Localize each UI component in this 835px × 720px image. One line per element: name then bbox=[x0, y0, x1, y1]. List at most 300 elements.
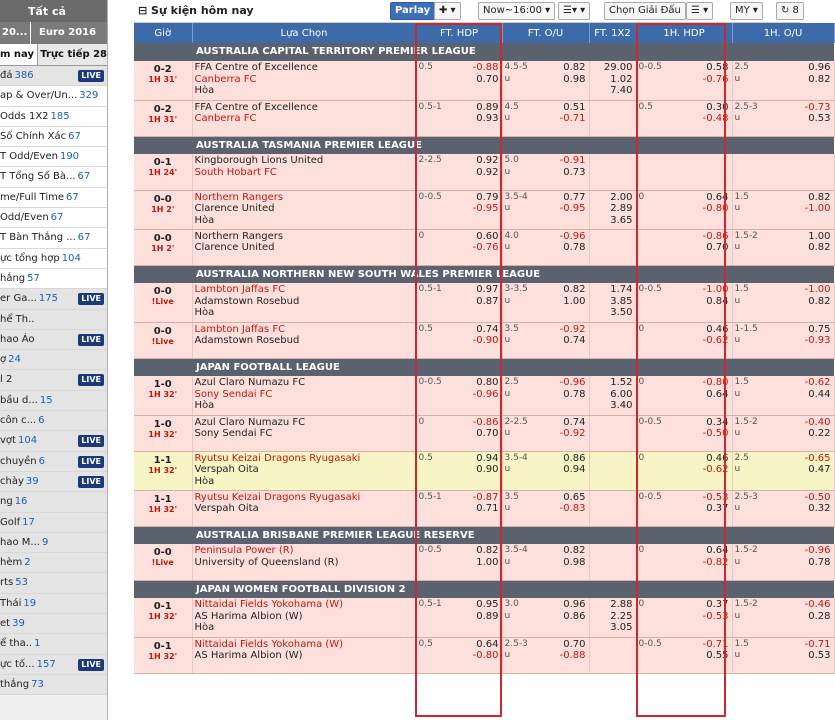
sidebar-item[interactable] bbox=[0, 127, 107, 147]
away-team[interactable]: South Hobart FC bbox=[194, 166, 277, 178]
ft-hdp-cell bbox=[416, 637, 502, 673]
ft-ou-odd-under[interactable]: 0.78 bbox=[563, 242, 586, 254]
1h-ou-under-label: u bbox=[734, 388, 741, 399]
odds-type-dropdown[interactable]: MY ▾ bbox=[730, 2, 763, 20]
sidebar-item-label: chuyền bbox=[0, 455, 37, 467]
1h-hdp-odd-away[interactable]: -0.80 bbox=[702, 203, 729, 215]
ft-ou-line-value: 4.0 bbox=[504, 230, 519, 241]
ft-1x2-odd[interactable]: 29.00 bbox=[603, 62, 633, 73]
home-team[interactable]: Northern Rangers bbox=[194, 230, 284, 242]
sidebar-item[interactable] bbox=[0, 533, 107, 553]
1h-ou-line bbox=[733, 417, 834, 429]
ft-hdp-cell bbox=[416, 61, 502, 100]
ft-ou-odd-under[interactable]: -0.95 bbox=[559, 203, 586, 215]
ft-hdp-spacer bbox=[417, 389, 419, 401]
away-team[interactable]: Verspah Oita bbox=[194, 503, 259, 515]
sidebar-item-count: 104 bbox=[61, 252, 81, 264]
ft-hdp-cell bbox=[416, 451, 502, 490]
match-score: 0-1 bbox=[153, 157, 172, 168]
1h-ou-odd-over[interactable]: -0.65 bbox=[804, 452, 831, 464]
ft-hdp-odd-home[interactable]: 0.95 bbox=[476, 599, 499, 610]
ft-1x2-odd[interactable]: 3.05 bbox=[610, 622, 633, 634]
ft-ou-odd-under[interactable]: 0.98 bbox=[563, 73, 586, 85]
sidebar-item[interactable] bbox=[0, 228, 107, 248]
ft-hdp-odd-home[interactable]: 0.64 bbox=[476, 638, 499, 650]
ft-ou-odd-over[interactable]: 0.96 bbox=[563, 599, 586, 610]
match-score: 1-1 bbox=[153, 493, 172, 505]
1h-ou-odd-under[interactable]: 0.22 bbox=[808, 428, 831, 440]
league-spacer bbox=[134, 43, 192, 61]
ft-1x2-odd[interactable]: 3.65 bbox=[610, 214, 633, 226]
1h-ou-odd-over[interactable]: -0.46 bbox=[804, 599, 831, 610]
ft-1x2-odd[interactable]: 2.25 bbox=[610, 610, 633, 622]
1h-ou-line bbox=[733, 650, 834, 662]
ft-ou-odd-over[interactable]: 0.82 bbox=[563, 62, 586, 73]
collapse-icon[interactable]: ⊟ bbox=[138, 4, 152, 17]
1h-ou-line bbox=[733, 639, 834, 651]
ft-1x2-cell bbox=[589, 322, 636, 358]
match-teams-cell bbox=[192, 100, 416, 136]
sidebar-item[interactable] bbox=[0, 513, 107, 533]
ft-ou-odd-over[interactable]: 0.74 bbox=[563, 416, 586, 428]
live-badge[interactable]: LIVE bbox=[78, 435, 104, 447]
ft-ou-under-label: u bbox=[504, 295, 511, 306]
ft-hdp-odd-home[interactable]: -0.87 bbox=[472, 491, 499, 503]
1h-hdp-odd-away[interactable]: -0.62 bbox=[702, 335, 729, 347]
ft-1x2-odd[interactable]: 1.74 bbox=[610, 284, 633, 295]
1h-hdp-odd-home[interactable]: 0.58 bbox=[706, 62, 729, 73]
1h-hdp-cell bbox=[636, 154, 732, 190]
home-team[interactable]: Peninsula Power (R) bbox=[194, 545, 294, 556]
match-row bbox=[134, 229, 834, 265]
sidebar-item[interactable] bbox=[0, 350, 107, 370]
ft-ou-odd-over[interactable]: -0.92 bbox=[559, 323, 586, 335]
ft-hdp-line bbox=[417, 453, 502, 465]
1h-ou-odd-over[interactable]: -1.00 bbox=[804, 284, 831, 295]
sidebar-item[interactable] bbox=[0, 431, 107, 451]
1h-ou-odd-under[interactable]: 0.78 bbox=[808, 556, 831, 568]
ft-hdp-handicap: 0.5-1 bbox=[418, 491, 442, 502]
ft-hdp-odd-away[interactable]: 0.89 bbox=[476, 610, 499, 622]
sidebar-item[interactable] bbox=[0, 411, 107, 431]
1h-ou-under-label: u bbox=[734, 335, 741, 346]
sidebar-tab-live[interactable]: Trực tiếp 28 bbox=[37, 44, 107, 65]
ft-ou-odd-over[interactable]: 0.82 bbox=[563, 545, 586, 556]
ft-ou-odd-over[interactable]: 0.51 bbox=[563, 101, 586, 113]
ft-hdp-odd-away[interactable]: 0.87 bbox=[476, 295, 499, 307]
1h-ou-line bbox=[733, 503, 834, 515]
main-panel bbox=[134, 0, 831, 720]
match-row bbox=[134, 415, 834, 451]
away-team[interactable]: Verspah Oita bbox=[194, 464, 259, 476]
ft-ou-line bbox=[503, 599, 589, 611]
sidebar-item[interactable] bbox=[0, 66, 107, 86]
live-badge[interactable]: LIVE bbox=[78, 334, 104, 346]
1h-ou-odd-under[interactable]: 0.53 bbox=[808, 650, 831, 662]
home-team[interactable]: Azul Claro Numazu FC bbox=[194, 377, 306, 388]
ft-ou-odd-over[interactable]: -0.91 bbox=[559, 155, 586, 166]
ft-ou-under-label: u bbox=[504, 388, 511, 399]
sidebar-item[interactable] bbox=[0, 188, 107, 208]
ft-hdp-odd-home[interactable]: 0.89 bbox=[476, 101, 499, 113]
1h-hdp-line bbox=[637, 389, 732, 401]
ft-hdp-cell bbox=[416, 100, 502, 136]
match-row bbox=[134, 100, 834, 136]
1h-hdp-odd-home[interactable]: 0.64 bbox=[706, 545, 729, 556]
ft-ou-odd-under[interactable]: -0.92 bbox=[559, 428, 586, 440]
ft-ou-odd-over[interactable]: -0.96 bbox=[559, 230, 586, 242]
ft-hdp-odd-away[interactable]: 0.71 bbox=[476, 503, 499, 515]
ft-1x2-odd[interactable]: 2.89 bbox=[610, 203, 633, 215]
ft-1x2-odd[interactable]: 2.88 bbox=[610, 599, 633, 610]
ft-hdp-line bbox=[417, 428, 502, 440]
sidebar-item[interactable] bbox=[0, 634, 107, 654]
sidebar-item[interactable] bbox=[0, 310, 107, 330]
ft-ou-line-value: 3.5-4 bbox=[504, 191, 528, 202]
1h-hdp-odd-home[interactable]: -1.00 bbox=[702, 284, 729, 295]
ft-ou-odd-under[interactable]: 0.98 bbox=[563, 556, 586, 568]
1h-ou-odd-under[interactable]: 0.28 bbox=[808, 610, 831, 622]
select-league-button[interactable]: Chọn Giải Đấu bbox=[604, 2, 686, 20]
1h-hdp-line bbox=[637, 599, 732, 611]
1h-hdp-odd-home[interactable]: -0.86 bbox=[702, 230, 729, 242]
ft-ou-odd-over[interactable]: 0.86 bbox=[563, 452, 586, 464]
ft-hdp-odd-away[interactable]: 0.92 bbox=[476, 166, 499, 178]
ft-hdp-odd-home[interactable]: 0.74 bbox=[476, 323, 499, 335]
1h-hdp-odd-away[interactable]: -0.48 bbox=[702, 113, 729, 125]
1h-hdp-odd-home[interactable]: -0.53 bbox=[702, 491, 729, 503]
live-badge[interactable]: LIVE bbox=[78, 659, 104, 671]
1h-hdp-odd-home[interactable]: 0.37 bbox=[706, 599, 729, 610]
sidebar-item[interactable] bbox=[0, 208, 107, 228]
view-dropdown[interactable]: ☰ ▾ bbox=[686, 2, 713, 20]
1h-ou-odd-under[interactable]: 0.82 bbox=[808, 295, 831, 307]
1h-ou-under-label: u bbox=[734, 242, 741, 253]
sidebar-item-label: Odd/Even bbox=[0, 212, 49, 224]
home-team[interactable]: Ryutsu Keizai Dragons Ryugasaki bbox=[194, 491, 361, 503]
ft-ou-line bbox=[503, 503, 589, 515]
ft-ou-odd-over[interactable]: 0.70 bbox=[563, 638, 586, 650]
home-team[interactable]: Kingborough Lions United bbox=[194, 155, 324, 166]
away-team[interactable]: Adamstown Rosebud bbox=[194, 295, 300, 307]
sidebar-item[interactable] bbox=[0, 492, 107, 512]
sidebar-item-label: đá bbox=[0, 70, 13, 81]
1h-hdp-odd-away[interactable]: -0.50 bbox=[702, 428, 729, 440]
ft-hdp-spacer bbox=[417, 296, 419, 308]
ft-1x2-odd[interactable]: 6.00 bbox=[610, 388, 633, 400]
ft-ou-odd-over[interactable]: 0.82 bbox=[563, 284, 586, 295]
ft-hdp-cell bbox=[416, 283, 502, 322]
sidebar-item[interactable] bbox=[0, 167, 107, 187]
ft-hdp-odd-home[interactable]: 0.97 bbox=[476, 284, 499, 295]
sidebar-item[interactable] bbox=[0, 289, 107, 309]
match-teams-cell bbox=[192, 61, 416, 100]
1h-ou-odd-over[interactable]: -0.62 bbox=[804, 377, 831, 388]
sidebar-item[interactable] bbox=[0, 370, 107, 390]
live-badge[interactable]: LIVE bbox=[78, 476, 104, 488]
away-team[interactable]: Adamstown Rosebud bbox=[194, 335, 300, 347]
ft-ou-odd-under[interactable]: 0.86 bbox=[563, 610, 586, 622]
away-team[interactable]: Canberra FC bbox=[194, 113, 257, 125]
ft-hdp-spacer bbox=[417, 650, 419, 662]
sidebar-item[interactable] bbox=[0, 269, 107, 289]
ft-hdp-spacer bbox=[417, 74, 419, 86]
sidebar-item-count: 104 bbox=[17, 435, 38, 447]
match-time-cell bbox=[134, 283, 192, 322]
1h-hdp-odd-away[interactable]: -0.76 bbox=[702, 73, 729, 85]
1h-ou-odd-under[interactable]: 0.82 bbox=[808, 73, 831, 85]
1h-hdp-odd-home[interactable]: 0.46 bbox=[706, 452, 729, 464]
sidebar-all[interactable]: Tất cả bbox=[0, 0, 107, 22]
1h-ou-line bbox=[733, 377, 834, 389]
home-team[interactable]: FFA Centre of Excellence bbox=[194, 62, 318, 73]
home-team[interactable]: Azul Claro Numazu FC bbox=[194, 416, 306, 428]
ft-hdp-odd-away[interactable]: -0.76 bbox=[472, 242, 499, 254]
1h-ou-odd-over[interactable]: 1.00 bbox=[808, 230, 831, 242]
away-team[interactable]: Canberra FC bbox=[194, 73, 257, 85]
match-minute: 1H 32' bbox=[148, 504, 178, 514]
sidebar-item[interactable] bbox=[0, 452, 107, 472]
ft-hdp-odd-away[interactable]: 0.90 bbox=[476, 464, 499, 476]
parlay-button[interactable]: Parlay bbox=[390, 2, 435, 20]
ft-hdp-line bbox=[417, 113, 502, 125]
ft-ou-under-label: u bbox=[504, 242, 511, 253]
1h-hdp-odd-away[interactable]: 0.64 bbox=[706, 388, 729, 400]
ft-ou-odd-under[interactable]: 1.00 bbox=[563, 295, 586, 307]
refresh-button[interactable]: ↻ 8 bbox=[776, 2, 804, 20]
away-team[interactable]: Sony Sendai FC bbox=[194, 388, 273, 400]
1h-ou-odd-over[interactable]: -0.73 bbox=[804, 101, 831, 113]
sidebar-item[interactable] bbox=[0, 86, 107, 106]
ft-1x2-cell bbox=[589, 100, 636, 136]
odds-table-body bbox=[134, 43, 834, 673]
ft-hdp-odd-away[interactable]: 0.70 bbox=[476, 428, 499, 440]
ft-hdp-odd-away[interactable]: -0.96 bbox=[472, 388, 499, 400]
match-score: 0-0 bbox=[153, 547, 172, 558]
sidebar-item[interactable] bbox=[0, 553, 107, 573]
league-spacer bbox=[134, 358, 192, 376]
sidebar-item-label: hèm bbox=[0, 557, 23, 569]
1h-hdp-odd-home[interactable]: -0.80 bbox=[702, 377, 729, 388]
1h-ou-line-value: 1.5-2 bbox=[734, 416, 758, 427]
1h-hdp-spacer bbox=[637, 557, 639, 569]
sidebar-item[interactable] bbox=[0, 655, 107, 675]
time-filter-dropdown[interactable]: Now~16:00 ▾ bbox=[478, 2, 555, 20]
1h-hdp-odd-away[interactable]: -0.53 bbox=[702, 610, 729, 622]
1h-ou-odd-over[interactable]: -0.71 bbox=[804, 638, 831, 650]
ft-hdp-odd-away[interactable]: 0.93 bbox=[476, 113, 499, 125]
ft-hdp-line bbox=[417, 324, 502, 336]
sidebar-item-count: 185 bbox=[50, 110, 70, 122]
1h-hdp-handicap: 0 bbox=[638, 191, 645, 202]
1h-ou-odd-over[interactable]: -0.50 bbox=[804, 491, 831, 503]
ft-hdp-odd-away[interactable]: -0.80 bbox=[472, 650, 499, 662]
away-team[interactable]: AS Harima Albion (W) bbox=[194, 610, 303, 622]
col-1h-ou: 1H. O/U bbox=[732, 23, 834, 43]
1h-ou-line bbox=[733, 428, 834, 440]
ft-ou-odd-under[interactable]: -0.83 bbox=[559, 503, 586, 515]
ft-hdp-line bbox=[417, 192, 502, 204]
live-badge[interactable]: LIVE bbox=[78, 374, 104, 386]
sidebar-item[interactable] bbox=[0, 330, 107, 350]
1h-ou-under-label: u bbox=[734, 203, 741, 214]
1h-hdp-odd-home[interactable]: -0.71 bbox=[702, 638, 729, 650]
match-minute: 1H 24' bbox=[148, 168, 178, 177]
1h-ou-odd-over[interactable]: 0.82 bbox=[808, 191, 831, 203]
sidebar-item-count: 329 bbox=[79, 90, 99, 102]
1h-hdp-line bbox=[637, 545, 732, 557]
sidebar-item[interactable] bbox=[0, 573, 107, 593]
ft-ou-odd-under[interactable]: 0.94 bbox=[563, 464, 586, 476]
sidebar-item[interactable] bbox=[0, 107, 107, 127]
home-team[interactable]: Ryutsu Keizai Dragons Ryugasaki bbox=[194, 452, 361, 464]
ft-ou-under-label: u bbox=[504, 73, 511, 84]
1h-ou-under-label: u bbox=[734, 503, 741, 514]
ft-1x2-cell bbox=[589, 490, 636, 526]
1h-ou-odd-over[interactable]: 0.75 bbox=[808, 323, 831, 335]
1h-hdp-handicap: 0 bbox=[638, 377, 645, 387]
1h-ou-odd-under[interactable]: 0.47 bbox=[808, 464, 831, 476]
1h-ou-odd-under[interactable]: 0.82 bbox=[808, 242, 831, 254]
ft-hdp-spacer bbox=[417, 557, 419, 569]
sidebar-item-label: bầu d... bbox=[0, 394, 38, 406]
ft-hdp-odd-home[interactable]: 0.94 bbox=[476, 452, 499, 464]
ft-hdp-odd-home[interactable]: 0.80 bbox=[476, 377, 499, 388]
away-team[interactable]: Clarence United bbox=[194, 203, 275, 215]
ft-1x2-odd[interactable]: 2.00 bbox=[610, 191, 633, 203]
sidebar-item[interactable] bbox=[0, 391, 107, 411]
home-team[interactable]: Nittaidai Fields Yokohama (W) bbox=[194, 638, 344, 650]
match-score: 0-1 bbox=[153, 601, 172, 612]
1h-hdp-odd-home[interactable]: 0.30 bbox=[706, 101, 729, 113]
ft-hdp-line bbox=[417, 389, 502, 401]
1h-ou-under-label: u bbox=[734, 610, 741, 621]
home-team[interactable]: Lambton Jaffas FC bbox=[194, 284, 286, 295]
ft-ou-odd-under[interactable]: -0.88 bbox=[559, 650, 586, 662]
ft-1x2-odd[interactable]: 7.40 bbox=[610, 85, 633, 97]
1h-hdp-odd-home[interactable]: 0.34 bbox=[706, 416, 729, 428]
sidebar-item[interactable] bbox=[0, 472, 107, 492]
ft-hdp-handicap: 0 bbox=[418, 230, 425, 241]
home-team[interactable]: Northern Rangers bbox=[194, 191, 284, 203]
ft-hdp-odd-away[interactable]: -0.90 bbox=[472, 335, 499, 347]
ft-hdp-odd-away[interactable]: -0.95 bbox=[472, 203, 499, 215]
ft-1x2-odd[interactable]: 3.85 bbox=[610, 295, 633, 307]
ft-hdp-odd-home[interactable]: 0.82 bbox=[476, 545, 499, 556]
sidebar-item-label: Golf bbox=[0, 516, 21, 528]
1h-hdp-cell bbox=[636, 61, 732, 100]
1h-ou-cell bbox=[732, 229, 834, 265]
add-button[interactable]: ✚ ▾ bbox=[434, 2, 461, 20]
sidebar-item[interactable] bbox=[0, 594, 107, 614]
ft-ou-under-label: u bbox=[504, 166, 511, 177]
ft-1x2-cell bbox=[589, 190, 636, 229]
1h-hdp-odd-home[interactable]: 0.46 bbox=[706, 323, 729, 335]
1h-ou-cell bbox=[732, 544, 834, 580]
live-badge[interactable]: LIVE bbox=[78, 293, 104, 305]
home-team[interactable]: Lambton Jaffas FC bbox=[194, 323, 286, 335]
ft-ou-line bbox=[503, 428, 589, 440]
1h-ou-odd-over[interactable]: 0.96 bbox=[808, 62, 831, 73]
1h-ou-odd-over[interactable]: -0.96 bbox=[804, 545, 831, 556]
ft-hdp-odd-home[interactable]: 0.92 bbox=[476, 155, 499, 166]
ft-hdp-odd-away[interactable]: 0.70 bbox=[476, 73, 499, 85]
sidebar-item[interactable] bbox=[0, 147, 107, 167]
1h-hdp-odd-away[interactable]: 0.84 bbox=[706, 295, 729, 307]
ft-1x2-odd[interactable]: 3.50 bbox=[610, 307, 633, 319]
1h-ou-odd-under[interactable]: -1.00 bbox=[804, 203, 831, 215]
1h-hdp-odd-away[interactable]: -0.62 bbox=[702, 464, 729, 476]
ft-ou-line bbox=[503, 167, 589, 179]
sidebar-tab-today[interactable]: m nay bbox=[0, 49, 34, 60]
ft-ou-odd-under[interactable]: 0.78 bbox=[563, 388, 586, 400]
live-badge[interactable]: LIVE bbox=[78, 456, 104, 468]
1h-ou-odd-under[interactable]: 0.53 bbox=[808, 113, 831, 125]
sidebar-item[interactable] bbox=[0, 675, 107, 695]
sort-dropdown[interactable]: ☰▾ ▾ bbox=[558, 2, 590, 20]
home-team[interactable]: Nittaidai Fields Yokohama (W) bbox=[194, 599, 344, 610]
ft-ou-odd-over[interactable]: 0.65 bbox=[563, 491, 586, 503]
1h-ou-odd-under[interactable]: -0.93 bbox=[804, 335, 831, 347]
ft-hdp-odd-home[interactable]: 0.60 bbox=[476, 230, 499, 242]
away-team[interactable]: University of Queensland (R) bbox=[194, 556, 339, 568]
ft-hdp-odd-away[interactable]: 1.00 bbox=[476, 556, 499, 568]
sidebar-tab-euro[interactable]: Euro 2016 bbox=[30, 22, 107, 44]
away-team[interactable]: Clarence United bbox=[194, 242, 275, 254]
sidebar-tab-year[interactable]: 20... bbox=[2, 27, 28, 38]
1h-hdp-odd-home[interactable]: 0.64 bbox=[706, 191, 729, 203]
live-badge[interactable]: LIVE bbox=[78, 70, 104, 82]
sidebar-item-label: ợ bbox=[0, 354, 7, 366]
ft-ou-odd-over[interactable]: 0.77 bbox=[563, 191, 586, 203]
ft-ou-odd-under[interactable]: 0.73 bbox=[563, 166, 586, 178]
ft-ou-odd-under[interactable]: 0.74 bbox=[563, 335, 586, 347]
col-selection: Lựa Chọn bbox=[192, 23, 416, 43]
ft-hdp-odd-home[interactable]: -0.88 bbox=[472, 62, 499, 73]
ft-1x2-odd[interactable]: 1.02 bbox=[610, 73, 633, 85]
1h-ou-odd-over[interactable]: -0.40 bbox=[804, 416, 831, 428]
sidebar-item[interactable] bbox=[0, 614, 107, 634]
1h-ou-odd-under[interactable]: 0.44 bbox=[808, 388, 831, 400]
ft-ou-odd-over[interactable]: -0.96 bbox=[559, 377, 586, 388]
ft-hdp-odd-home[interactable]: -0.86 bbox=[472, 416, 499, 428]
match-time-cell bbox=[134, 322, 192, 358]
ft-1x2-odd[interactable]: 1.52 bbox=[610, 377, 633, 388]
ft-ou-odd-under[interactable]: -0.71 bbox=[559, 113, 586, 125]
ft-1x2-odd[interactable]: 3.40 bbox=[610, 400, 633, 412]
sidebar-item-label: l 2 bbox=[0, 374, 13, 386]
match-minute: 1H 32' bbox=[148, 651, 178, 661]
ft-ou-under-label: u bbox=[504, 113, 511, 124]
away-team[interactable]: Sony Sendai FC bbox=[194, 428, 273, 440]
sidebar-item-count: 15 bbox=[39, 394, 53, 406]
ft-hdp-line bbox=[417, 242, 502, 254]
ft-hdp-odd-home[interactable]: 0.79 bbox=[476, 191, 499, 203]
1h-hdp-odd-away[interactable]: 0.70 bbox=[706, 242, 729, 254]
1h-hdp-odd-away[interactable]: 0.37 bbox=[706, 503, 729, 515]
away-team[interactable]: AS Harima Albion (W) bbox=[194, 650, 303, 662]
ft-hdp-line bbox=[417, 377, 502, 389]
1h-hdp-odd-away[interactable]: 0.55 bbox=[706, 650, 729, 662]
match-time-cell bbox=[134, 229, 192, 265]
1h-ou-odd-under[interactable]: 0.32 bbox=[808, 503, 831, 515]
sidebar-item[interactable] bbox=[0, 249, 107, 269]
1h-hdp-line bbox=[637, 639, 732, 651]
sidebar-item-label: ể tha.. bbox=[0, 638, 33, 650]
home-team[interactable]: FFA Centre of Excellence bbox=[194, 101, 318, 113]
draw-label: Hòa bbox=[194, 307, 215, 319]
1h-hdp-odd-away[interactable]: -0.82 bbox=[702, 556, 729, 568]
